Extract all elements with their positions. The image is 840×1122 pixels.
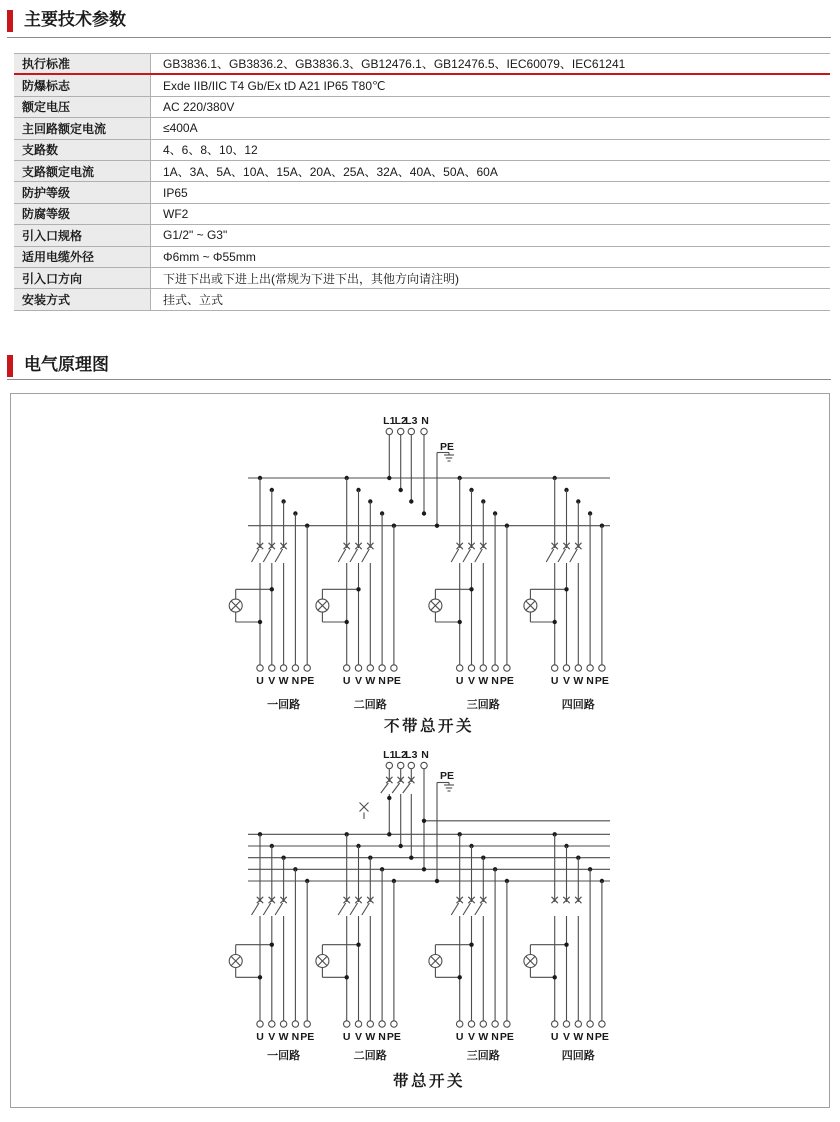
- junction-dot: [564, 943, 568, 947]
- terminal-label: PE: [300, 675, 315, 687]
- diagram-no-main-switch: [229, 415, 610, 735]
- incoming-feed: [383, 415, 429, 516]
- spec-label: 防护等级: [14, 182, 151, 202]
- pe-earth: [435, 770, 454, 883]
- junction-dot: [387, 476, 391, 480]
- terminal-circle: [504, 665, 510, 671]
- breaker-blade: [463, 903, 471, 915]
- terminal-label: V: [467, 1031, 476, 1043]
- spec-value: ≤400A: [163, 121, 198, 136]
- terminal-label: U: [342, 1031, 351, 1043]
- terminal-label: U: [455, 1031, 464, 1043]
- incoming-terminal-circle: [398, 762, 404, 768]
- spec-row: [14, 289, 830, 310]
- breaker-blade: [362, 549, 370, 562]
- terminal-label: V: [467, 675, 476, 687]
- terminal-circle: [367, 1021, 373, 1027]
- breaker-blade: [263, 903, 271, 915]
- breaker-blade: [338, 549, 346, 562]
- terminal-circle: [587, 665, 593, 671]
- circuit-group-2: [316, 832, 401, 1062]
- junction-dot: [387, 832, 391, 836]
- breaker-blade: [275, 903, 283, 915]
- incoming-terminal-circle: [386, 428, 392, 434]
- incoming-terminal-circle: [386, 762, 392, 768]
- terminal-label: N: [291, 1031, 300, 1043]
- indicator-lamp: [524, 587, 569, 624]
- spec-label: 适用电缆外径: [14, 247, 151, 267]
- terminal-label: V: [562, 1031, 571, 1043]
- incoming-label: L3: [405, 415, 418, 427]
- spec-value: WF2: [163, 206, 189, 221]
- spec-label: 主回路额定电流: [14, 118, 151, 138]
- incoming-terminal-circle: [408, 762, 414, 768]
- spec-row: [14, 140, 830, 161]
- breaker-blade: [350, 549, 358, 562]
- terminal-circle: [480, 1021, 486, 1027]
- breaker-blade: [451, 549, 459, 562]
- circuit-group-3: [429, 476, 514, 711]
- junction-dot: [345, 620, 349, 624]
- spec-row: [14, 118, 830, 139]
- terminal-label: V: [562, 675, 571, 687]
- spec-label: 引入口方向: [14, 268, 151, 288]
- spec-label: 防腐等级: [14, 204, 151, 224]
- terminal-circle: [480, 665, 486, 671]
- incoming-label: N: [421, 749, 429, 761]
- terminal-circle: [468, 665, 474, 671]
- terminal-circle: [492, 665, 498, 671]
- main-switch-blade: [403, 783, 411, 793]
- circuit-group-4: [524, 476, 609, 711]
- junction-dot: [270, 587, 274, 591]
- terminal-circle: [391, 665, 397, 671]
- incoming-label: L2: [394, 415, 407, 427]
- circuit-caption: 四回路: [561, 1050, 595, 1062]
- schematic-box: [10, 393, 830, 1108]
- terminal-circle: [504, 1021, 510, 1027]
- terminal-circle: [587, 1021, 593, 1027]
- terminal-circle: [292, 1021, 298, 1027]
- terminal-circle: [457, 1021, 463, 1027]
- spec-value: 4、6、8、10、12: [163, 143, 258, 158]
- spec-label: 支路数: [14, 140, 151, 160]
- spec-label: 引入口规格: [14, 225, 151, 245]
- incoming-label: N: [421, 415, 429, 427]
- spec-row: [14, 54, 830, 75]
- terminal-label: N: [491, 1031, 499, 1043]
- terminal-circle: [355, 1021, 361, 1027]
- breaker-blade: [362, 903, 370, 915]
- terminal-label: W: [278, 675, 289, 687]
- terminal-label: PE: [594, 675, 609, 687]
- terminal-circle: [269, 665, 275, 671]
- circuit-caption: 一回路: [267, 699, 301, 711]
- terminal-label: N: [291, 675, 300, 687]
- junction-dot: [387, 796, 391, 800]
- terminal-circle: [292, 665, 298, 671]
- terminal-label: V: [354, 675, 363, 687]
- breaker-blade: [275, 549, 283, 562]
- terminal-label: PE: [386, 1031, 401, 1043]
- circuit-group-3: [429, 832, 514, 1062]
- spec-row: [14, 182, 830, 203]
- terminal-label: V: [268, 1031, 276, 1043]
- incoming-terminal-circle: [421, 428, 427, 434]
- circuit-caption: 二回路: [353, 1050, 387, 1062]
- junction-dot: [422, 819, 426, 823]
- section2-title: 电气原理图: [24, 355, 109, 374]
- terminal-label: N: [491, 675, 499, 687]
- terminal-circle: [344, 1021, 350, 1027]
- spec-value: GB3836.1、GB3836.2、GB3836.3、GB12476.1、GB12476.5、IEC60079、IEC61241: [163, 57, 626, 72]
- breaker-blade: [546, 549, 554, 562]
- circuit-group-1: [229, 476, 314, 711]
- junction-dot: [553, 975, 557, 979]
- circuit-caption: 四回路: [561, 699, 595, 711]
- spec-row: [14, 75, 830, 96]
- junction-dot: [258, 975, 262, 979]
- spec-value: AC 220/380V: [163, 99, 235, 114]
- junction-dot: [564, 587, 568, 591]
- terminal-circle: [391, 1021, 397, 1027]
- pe-label: PE: [439, 770, 455, 782]
- terminal-circle: [552, 1021, 558, 1027]
- breaker-blade: [338, 903, 346, 915]
- spec-row: [14, 268, 830, 289]
- junction-dot: [422, 511, 426, 515]
- terminal-label: W: [365, 1031, 376, 1043]
- spec-label: 额定电压: [14, 97, 151, 117]
- terminal-label: U: [256, 675, 264, 687]
- breaker-blade: [252, 903, 260, 915]
- terminal-circle: [492, 1021, 498, 1027]
- terminal-circle: [280, 1021, 286, 1027]
- breaker-blade: [558, 549, 566, 562]
- terminal-label: U: [455, 675, 464, 687]
- terminal-circle: [575, 1021, 581, 1027]
- spec-label: 安装方式: [14, 289, 151, 309]
- junction-dot: [409, 856, 413, 860]
- main-switch-blade: [392, 783, 400, 793]
- terminal-label: PE: [386, 675, 401, 687]
- circuit-group-2: [316, 476, 401, 711]
- incoming-terminal-circle: [421, 762, 427, 768]
- terminal-label: N: [378, 1031, 386, 1043]
- breaker-blade: [570, 549, 578, 562]
- junction-dot: [399, 488, 403, 492]
- spec-row: [14, 247, 830, 268]
- terminal-label: N: [378, 675, 386, 687]
- junction-dot: [422, 867, 426, 871]
- terminal-label: W: [478, 675, 489, 687]
- indicator-lamp: [229, 587, 274, 624]
- spec-label: 执行标准: [14, 54, 151, 73]
- spec-table: [14, 53, 830, 311]
- terminal-label: N: [586, 1031, 594, 1043]
- spec-row: [14, 97, 830, 118]
- breaker-blade: [252, 549, 260, 562]
- terminal-circle: [552, 665, 558, 671]
- terminal-label: U: [550, 675, 559, 687]
- terminal-circle: [257, 665, 263, 671]
- terminal-label: W: [278, 1031, 289, 1043]
- circuit-caption: 一回路: [267, 1050, 301, 1062]
- spec-value: Exde IIB/IIC T4 Gb/Ex tD A21 IP65 T80℃: [163, 78, 386, 93]
- terminal-circle: [563, 1021, 569, 1027]
- terminal-label: PE: [300, 1031, 315, 1043]
- spec-value: IP65: [163, 185, 188, 200]
- terminal-label: U: [256, 1031, 264, 1043]
- junction-dot: [435, 879, 439, 883]
- junction-dot: [469, 943, 473, 947]
- indicator-lamp: [429, 943, 474, 980]
- indicator-lamp: [316, 943, 361, 980]
- terminal-circle: [269, 1021, 275, 1027]
- terminal-label: PE: [594, 1031, 609, 1043]
- terminal-label: W: [573, 675, 584, 687]
- spec-label: 防爆标志: [14, 75, 151, 95]
- terminal-circle: [280, 665, 286, 671]
- indicator-lamp: [316, 587, 361, 624]
- terminal-circle: [367, 665, 373, 671]
- terminal-label: PE: [499, 1031, 514, 1043]
- terminal-label: W: [365, 675, 376, 687]
- incoming-label: L3: [405, 749, 418, 761]
- junction-dot: [458, 975, 462, 979]
- junction-dot: [345, 975, 349, 979]
- breaker-blade: [463, 549, 471, 562]
- incoming-feed: [360, 749, 429, 872]
- terminal-label: N: [586, 675, 594, 687]
- section1-title: 主要技术参数: [24, 10, 126, 29]
- terminal-circle: [344, 665, 350, 671]
- circuit-caption: 三回路: [466, 1050, 500, 1062]
- incoming-label: L1: [383, 749, 396, 761]
- terminal-label: V: [354, 1031, 363, 1043]
- spec-label: 支路额定电流: [14, 161, 151, 181]
- spec-row: [14, 161, 830, 182]
- terminal-label: PE: [499, 675, 514, 687]
- circuit-caption: 二回路: [353, 699, 387, 711]
- incoming-label: L2: [394, 749, 407, 761]
- junction-dot: [270, 943, 274, 947]
- terminal-label: W: [573, 1031, 584, 1043]
- terminal-circle: [355, 665, 361, 671]
- terminal-circle: [304, 665, 310, 671]
- spec-value: Φ6mm ~ Φ55mm: [163, 249, 256, 264]
- junction-dot: [409, 499, 413, 503]
- junction-dot: [469, 587, 473, 591]
- incoming-terminal-circle: [408, 428, 414, 434]
- spec-value: 1A、3A、5A、10A、15A、20A、25A、32A、40A、50A、60A: [163, 164, 498, 179]
- terminal-circle: [304, 1021, 310, 1027]
- section2-rule: [7, 379, 831, 380]
- terminal-circle: [599, 1021, 605, 1027]
- spec-value: 挂式、立式: [163, 292, 224, 307]
- terminal-circle: [457, 665, 463, 671]
- terminal-circle: [599, 665, 605, 671]
- junction-dot: [435, 524, 439, 528]
- terminal-circle: [379, 665, 385, 671]
- diagram2-title: 带总开关: [392, 1073, 466, 1090]
- circuit-caption: 三回路: [466, 699, 500, 711]
- pe-earth: [435, 441, 454, 528]
- section1-rule: [7, 37, 831, 38]
- terminal-label: V: [268, 675, 276, 687]
- terminal-circle: [468, 1021, 474, 1027]
- diagram1-title: 不带总开关: [383, 718, 475, 735]
- breaker-blade: [263, 549, 271, 562]
- junction-dot: [553, 620, 557, 624]
- breaker-blade: [451, 903, 459, 915]
- indicator-lamp: [524, 943, 569, 980]
- terminal-circle: [575, 665, 581, 671]
- breaker-blade: [475, 549, 483, 562]
- spec-row: [14, 225, 830, 246]
- breaker-blade: [475, 903, 483, 915]
- spec-row: [14, 204, 830, 225]
- terminal-circle: [563, 665, 569, 671]
- terminal-label: W: [478, 1031, 489, 1043]
- junction-dot: [458, 620, 462, 624]
- breaker-blade: [350, 903, 358, 915]
- indicator-lamp: [229, 943, 274, 980]
- schematic-diagram: [11, 394, 829, 1107]
- section1-accent-bar: [7, 10, 13, 32]
- junction-dot: [258, 620, 262, 624]
- circuit-group-4: [524, 832, 609, 1062]
- spec-value: G1/2" ~ G3": [163, 228, 228, 243]
- terminal-circle: [257, 1021, 263, 1027]
- indicator-lamp: [429, 587, 474, 624]
- circuit-group-1: [229, 832, 314, 1062]
- incoming-terminal-circle: [398, 428, 404, 434]
- main-switch-blade: [381, 783, 389, 793]
- terminal-label: U: [550, 1031, 559, 1043]
- section2-accent-bar: [7, 355, 13, 377]
- junction-dot: [356, 943, 360, 947]
- incoming-label: L1: [383, 415, 396, 427]
- diagram-with-main-switch: [229, 749, 610, 1090]
- junction-dot: [399, 844, 403, 848]
- terminal-label: U: [342, 675, 351, 687]
- spec-value: 下进下出或下进上出(常规为下进下出，其他方向请注明): [163, 271, 459, 286]
- pe-label: PE: [439, 441, 455, 453]
- terminal-circle: [379, 1021, 385, 1027]
- junction-dot: [356, 587, 360, 591]
